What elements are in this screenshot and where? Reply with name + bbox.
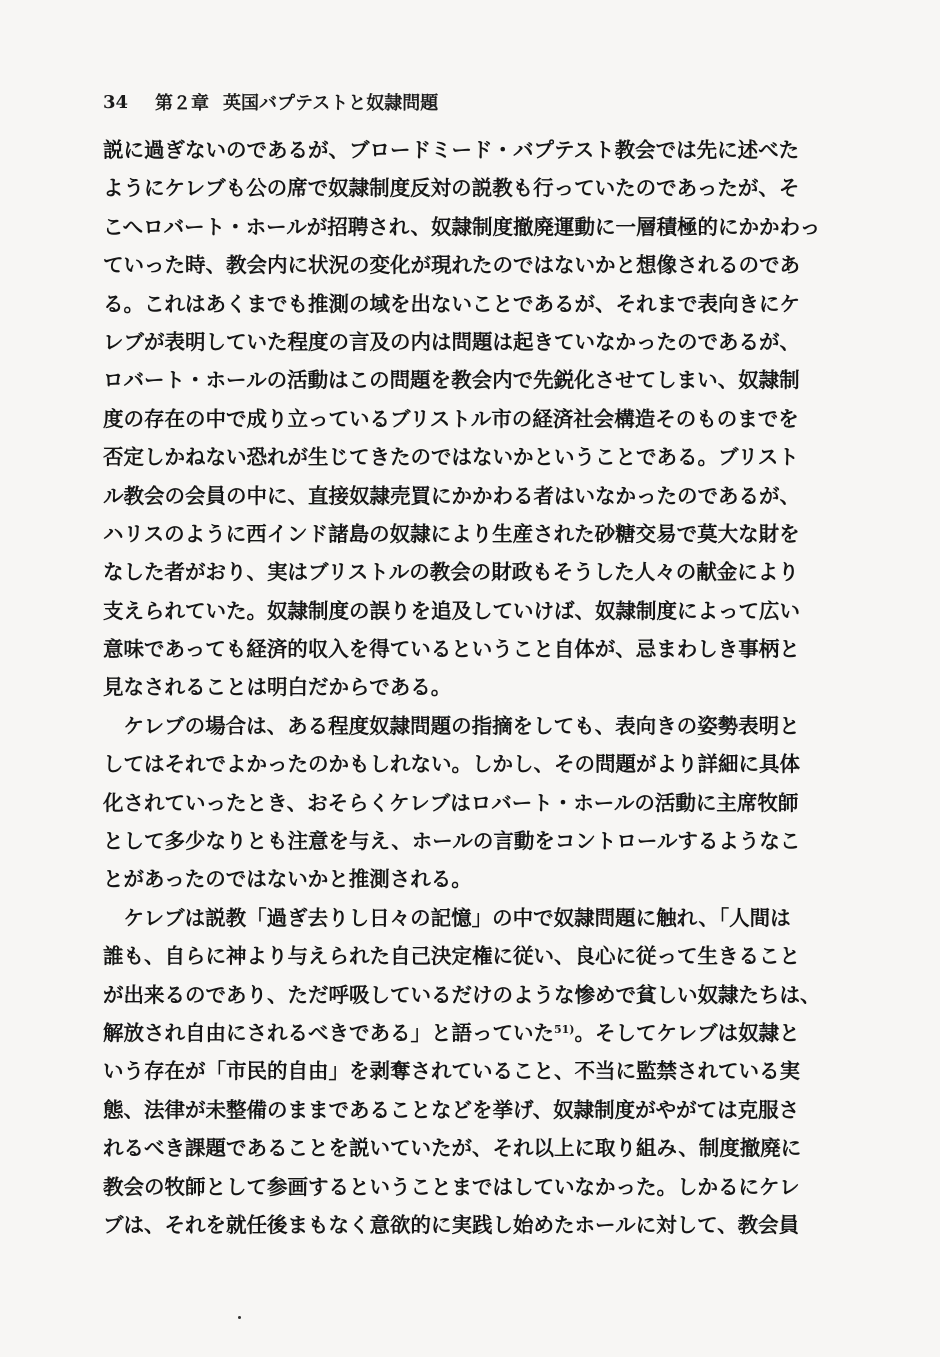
text-line-footnote (103, 1014, 839, 1052)
text-line: ようにケレブも公の席で奴隷制度反対の説教も行っていたのであったが、そ (103, 176, 800, 201)
text-line: が出来るのであり、ただ呼吸しているだけのような惨めで貧しい奴隷たちは、 (103, 982, 821, 1007)
text-line: ロバート・ホールの活動はこの問題を教会内で先鋭化させてしまい、奴隷制 (103, 368, 800, 393)
running-header (103, 88, 438, 116)
text-line: る。これはあくまでも推測の域を出ないことであるが、それまで表向きにケ (103, 291, 800, 316)
chapter-label: 第２章 (155, 93, 209, 114)
text-line: 意味であっても経済的収入を得ているということ自体が、忌まわしき事柄と (103, 637, 800, 662)
body-text (103, 131, 839, 1244)
text-line: ハリスのように西インド諸島の奴隷により生産された砂糖交易で莫大な財を (103, 521, 800, 546)
text-line: いう存在が「市民的自由」を剥奪されていること、不当に監禁されている実 (103, 1059, 800, 1084)
text-line: ル教会の会員の中に、直接奴隷売買にかかわる者はいなかったのであるが、 (103, 483, 800, 508)
footnote-line-before: 解放され自由にされるべきである」と語っていた (103, 1020, 554, 1045)
text-line: 誰も、自らに神より与えられた自己決定権に従い、良心に従って生きること (103, 944, 800, 969)
text-line: してはそれでよかったのかもしれない。しかし、その問題がより詳細に具体 (103, 752, 800, 777)
text-line: ていった時、教会内に状況の変化が現れたのではないかと想像されるのであ (103, 253, 800, 278)
footnote-line-after: 。そしてケレブは奴隷と (574, 1020, 800, 1045)
text-line: 教会の牧師として参画するということまではしていなかった。しかるにケレ (103, 1174, 800, 1199)
text-line: 化されていったとき、おそらくケレブはロバート・ホールの活動に主席牧師 (103, 790, 799, 815)
chapter-title: 英国バプテストと奴隷問題 (223, 93, 439, 114)
scan-speck (238, 1316, 241, 1319)
text-line: 説に過ぎないのであるが、ブロードミード・バプテスト教会では先に述べた (103, 138, 800, 162)
text-line: として多少なりとも注意を与え、ホールの言動をコントロールするようなこ (103, 829, 801, 854)
body-lines-after (103, 1052, 839, 1244)
text-line: 見なされることは明白だからである。 (103, 675, 452, 700)
text-line: れるべき課題であることを説いていたが、それ以上に取り組み、制度撤廃に (103, 1136, 802, 1161)
footnote-reference[interactable]: 51) (554, 1022, 575, 1036)
text-line: なした者がおり、実はブリストルの教会の財政もそうした人々の献金により (103, 560, 799, 585)
text-line: 態、法律が未整備のままであることなどを挙げ、奴隷制度がやがては克服さ (103, 1097, 800, 1122)
text-line: とがあったのではないかと推測される。 (103, 867, 472, 892)
text-line: 度の存在の中で成り立っているブリストル市の経済社会構造そのものまでを (103, 406, 799, 431)
text-line: レブが表明していた程度の言及の内は問題は起きていなかったのであるが、 (103, 329, 800, 354)
page-number: 34 (103, 91, 129, 113)
text-line: こへロバート・ホールが招聘され、奴隷制度撤廃運動に一層積極的にかかわっ (103, 214, 821, 239)
text-line: ブは、それを就任後まもなく意欲的に実践し始めたホールに対して、教会員 (103, 1212, 800, 1237)
text-line: 支えられていた。奴隷制度の誤りを追及していけば、奴隷制度によって広い (103, 598, 800, 623)
text-line: 否定しかねない恐れが生じてきたのではないかということである。ブリスト (103, 445, 799, 470)
text-line: ケレブは説教「過ぎ去りし日々の記憶」の中で奴隷問題に触れ、「人間は (103, 905, 791, 930)
body-lines-before (103, 131, 839, 1014)
text-line: ケレブの場合は、ある程度奴隷問題の指摘をしても、表向きの姿勢表明と (103, 713, 800, 738)
